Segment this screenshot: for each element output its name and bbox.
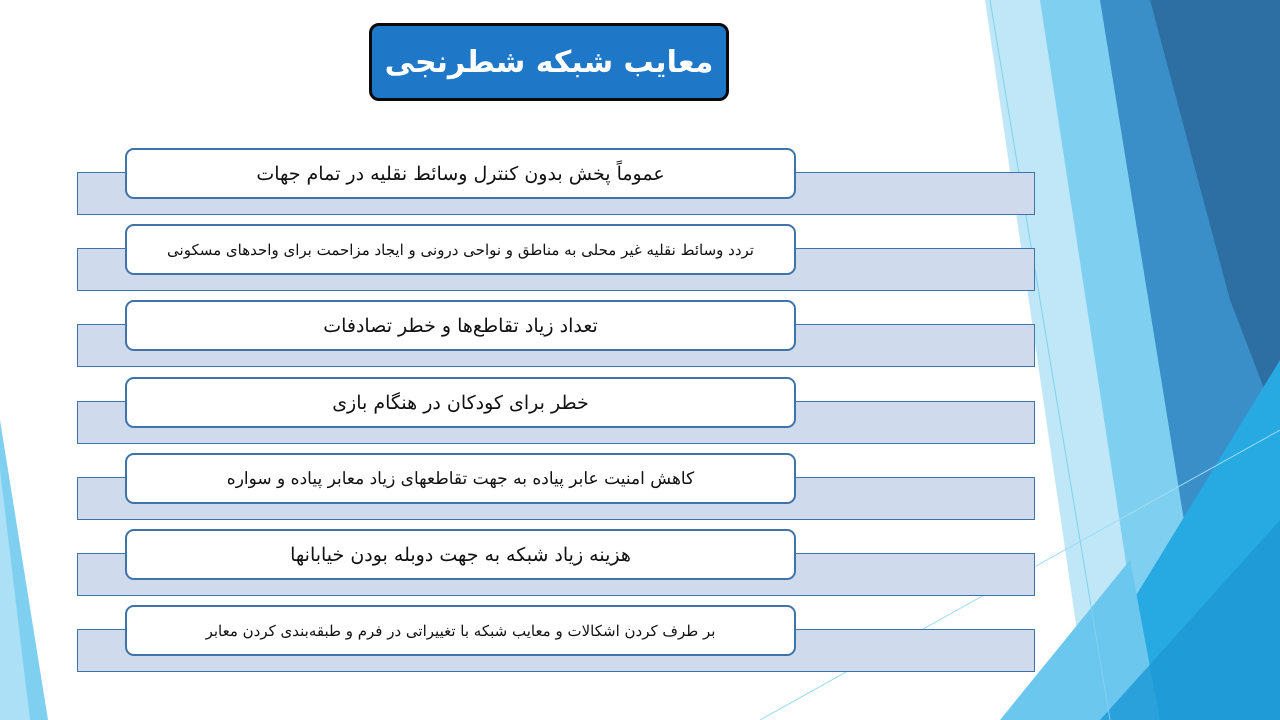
list-item	[77, 300, 1035, 370]
item-text: بر طرف کردن اشکالات و معایب شبکه با تغییراتی در فرم و طبقه‌بندی کردن معابر	[205, 621, 716, 640]
list-item	[77, 148, 1035, 218]
item-card	[125, 148, 796, 199]
item-text: تعداد زیاد تقاطع‌ها و خطر تصادفات	[323, 314, 598, 337]
slide-title: معایب شبکه شطرنجی	[384, 44, 714, 80]
list-item	[77, 605, 1035, 675]
item-card	[125, 529, 796, 580]
item-text: تردد وسائط نقلیه غیر محلی به مناطق و نواحی درونی و ایجاد مزاحمت برای واحدهای مسکونی	[167, 240, 754, 259]
item-card	[125, 300, 796, 351]
item-text: کاهش امنیت عابر پیاده به جهت تقاطعهای زیاد معابر پیاده و سواره	[226, 468, 695, 489]
list-item	[77, 377, 1035, 447]
item-text: هزینه زیاد شبکه به جهت دوبله بودن خیابانها	[290, 543, 631, 566]
item-card	[125, 453, 796, 504]
list-item	[77, 224, 1035, 294]
slide-title-box	[369, 23, 729, 101]
item-text: عموماً پخش بدون کنترل وسائط نقلیه در تمام جهات	[256, 162, 665, 185]
list-item	[77, 529, 1035, 599]
item-card	[125, 605, 796, 656]
item-text: خطر برای کودکان در هنگام بازی	[332, 391, 589, 414]
list-item	[77, 453, 1035, 523]
item-card	[125, 224, 796, 275]
item-card	[125, 377, 796, 428]
